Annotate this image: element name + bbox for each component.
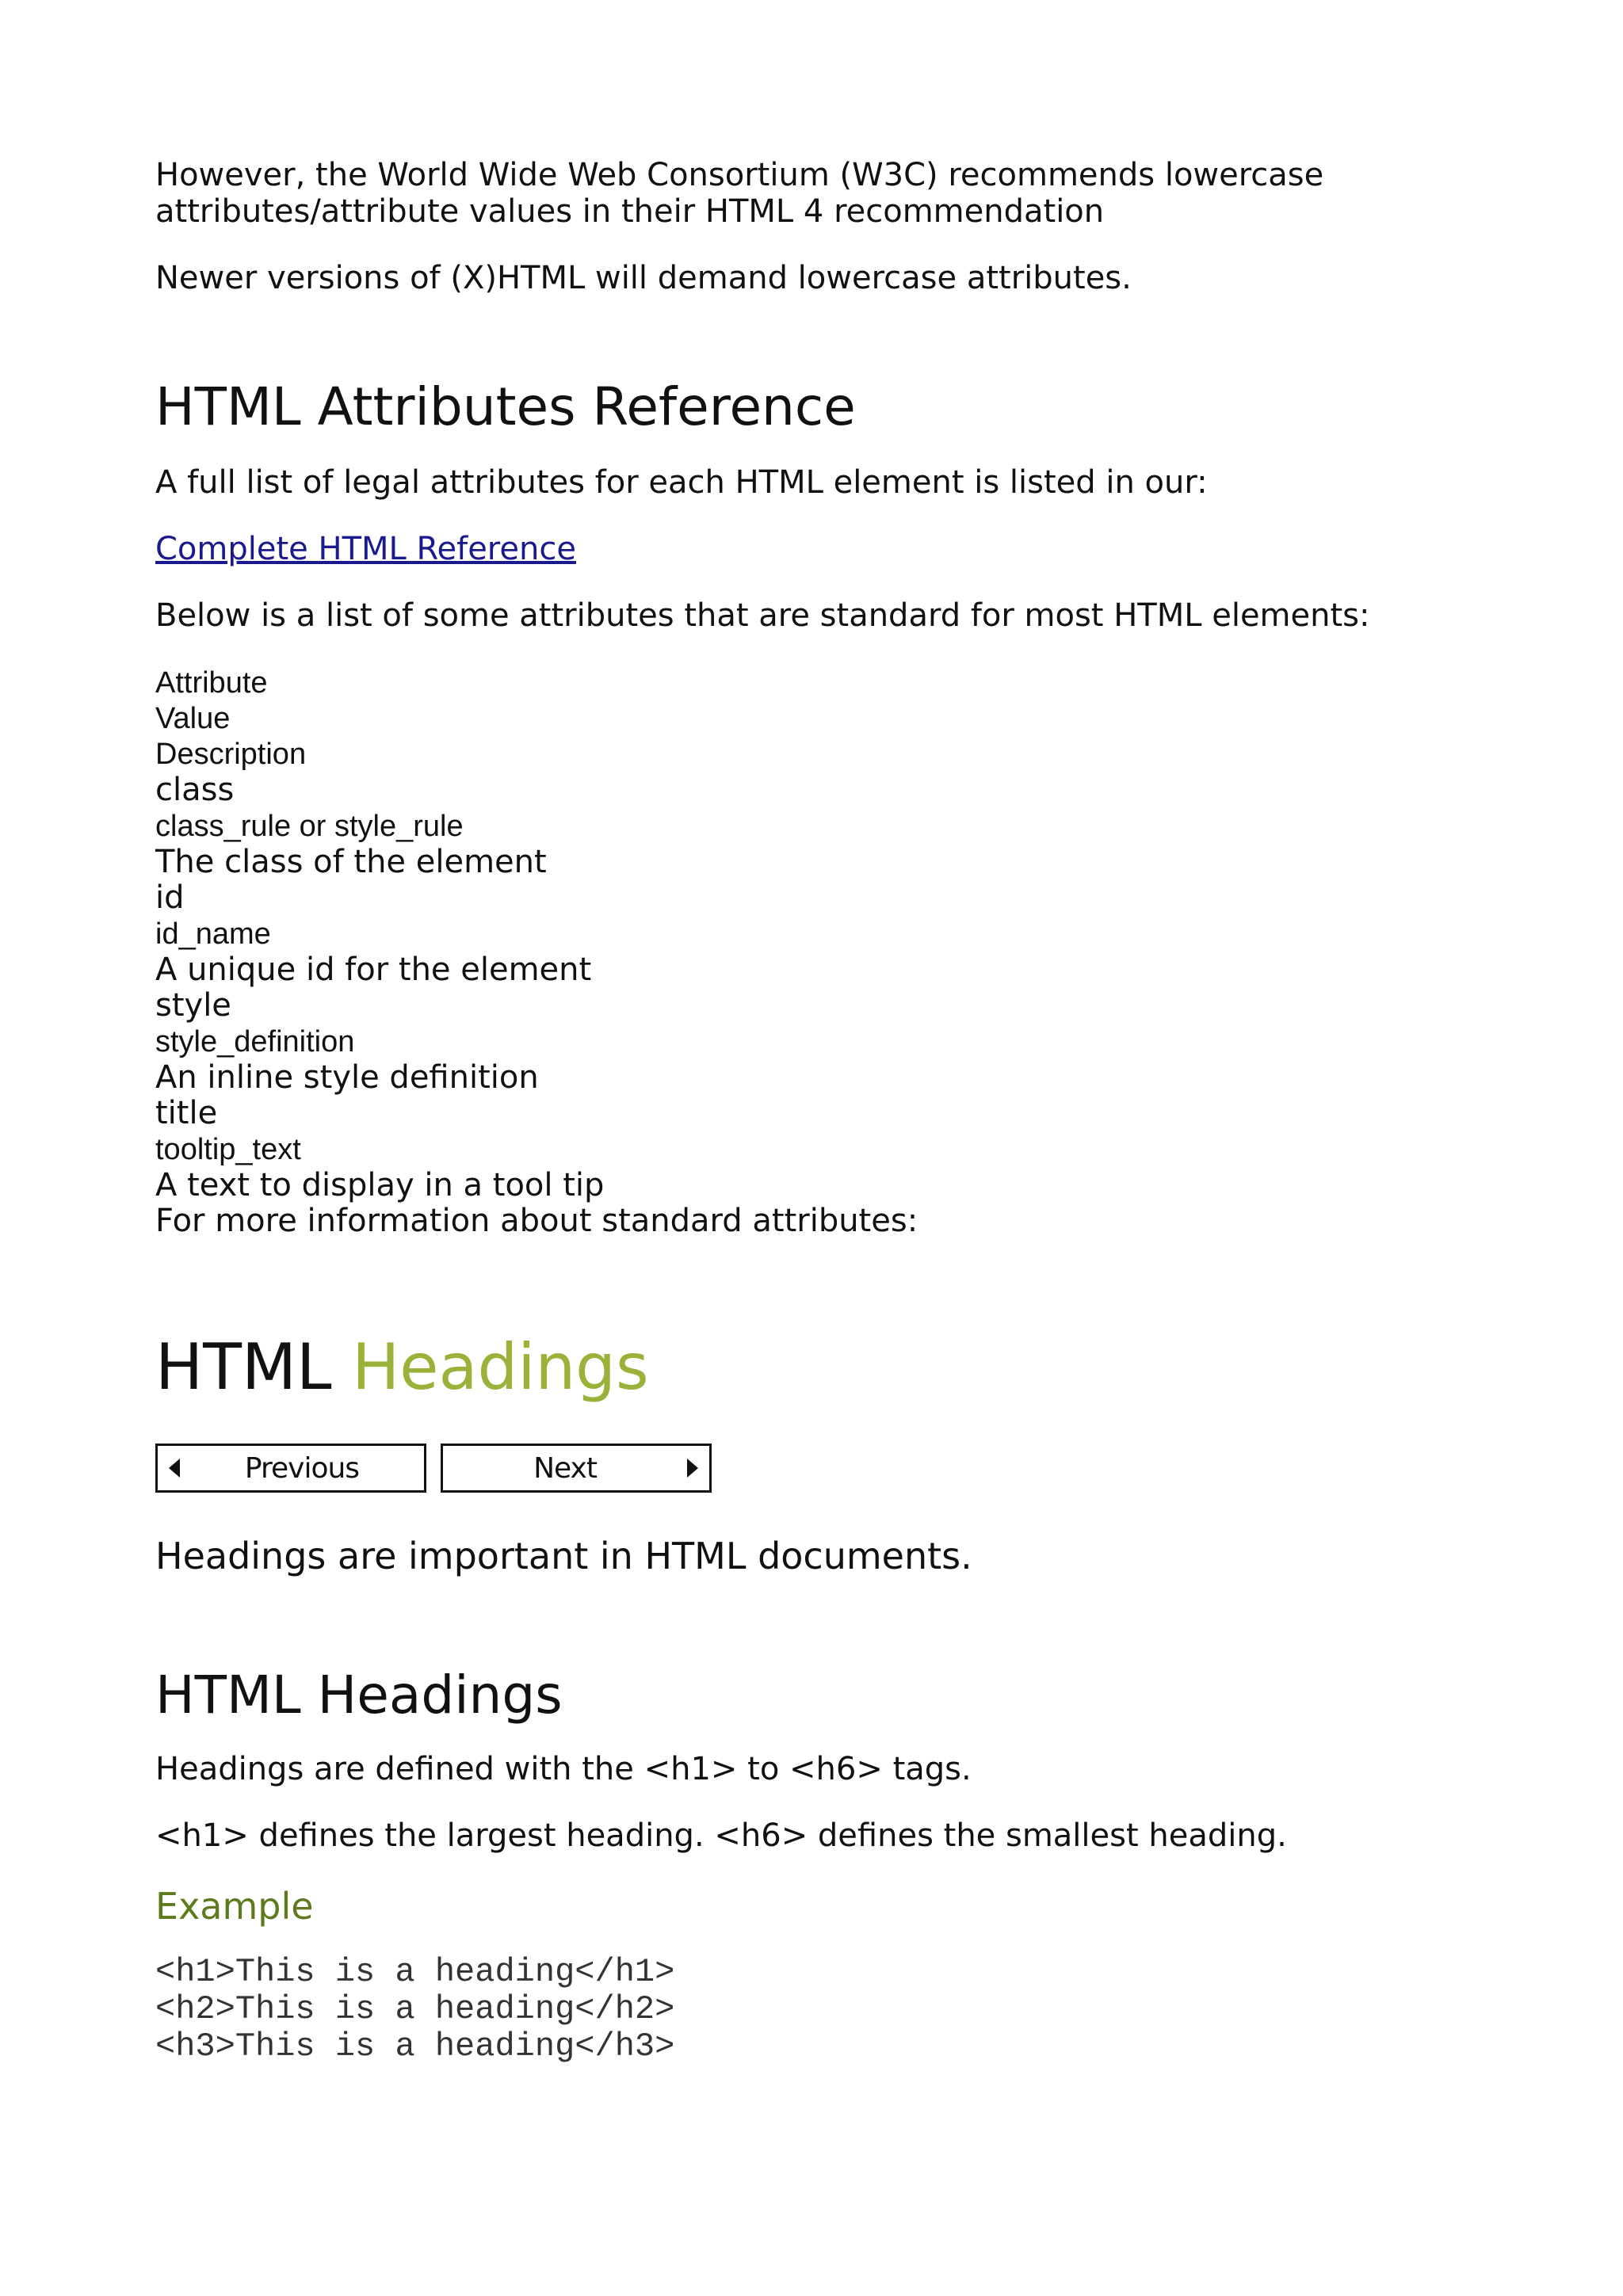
intro-line-2: attributes/attribute values in their HTML 4 recommendation <box>155 193 1105 230</box>
table-header-description: Description <box>155 738 307 771</box>
next-button[interactable] <box>441 1444 712 1493</box>
next-button-label: Next <box>533 1451 597 1485</box>
headings-section-heading: HTML Headings <box>155 1665 563 1726</box>
chapter-title <box>155 1331 649 1404</box>
code-line: <h1>This is a heading</h1> <box>155 1953 675 1991</box>
previous-button[interactable] <box>155 1444 426 1493</box>
arrow-right-icon <box>687 1459 698 1478</box>
full-list-text: A full list of legal attributes for each HTML element is listed in our: <box>155 464 1208 501</box>
table-cell-value: class_rule or style_rule <box>155 810 464 843</box>
table-cell-description: An inline style definition <box>155 1059 539 1096</box>
table-cell-description: A unique id for the element <box>155 952 592 988</box>
table-cell-attribute: style <box>155 987 231 1024</box>
table-cell-description: A text to display in a tool tip <box>155 1167 605 1203</box>
more-info-text: For more information about standard attributes: <box>155 1203 918 1239</box>
code-line: <h2>This is a heading</h2> <box>155 1990 675 2028</box>
table-header-attribute: Attribute <box>155 666 268 700</box>
table-cell-value: id_name <box>155 917 271 951</box>
chapter-title-prefix: HTML <box>155 1330 332 1404</box>
code-example <box>155 1954 674 2065</box>
arrow-left-icon <box>169 1459 180 1478</box>
complete-html-reference-link[interactable]: Complete HTML Reference <box>155 531 576 567</box>
intro-line-1: However, the World Wide Web Consortium (W3C) recommends lowercase <box>155 157 1324 193</box>
table-cell-attribute: class <box>155 772 235 808</box>
chapter-intro: Headings are important in HTML documents. <box>155 1535 972 1577</box>
table-header-value: Value <box>155 702 231 735</box>
table-cell-value: tooltip_text <box>155 1133 301 1166</box>
intro-newer: Newer versions of (X)HTML will demand lowercase attributes. <box>155 260 1132 296</box>
headings-defined-text: Headings are defined with the <h1> to <h6> tags. <box>155 1751 972 1787</box>
code-line: <h3>This is a heading</h3> <box>155 2027 675 2065</box>
table-cell-attribute: id <box>155 879 185 916</box>
example-label: Example <box>155 1885 314 1928</box>
table-cell-description: The class of the element <box>155 844 547 880</box>
chapter-title-accent: Headings <box>352 1330 649 1404</box>
headings-largest-smallest-text: <h1> defines the largest heading. <h6> defines the smallest heading. <box>155 1817 1287 1854</box>
standard-attributes-intro: Below is a list of some attributes that are standard for most HTML elements: <box>155 597 1370 634</box>
table-cell-attribute: title <box>155 1095 218 1131</box>
previous-button-label: Previous <box>244 1451 360 1485</box>
table-cell-value: style_definition <box>155 1025 355 1058</box>
attributes-reference-heading: HTML Attributes Reference <box>155 376 856 437</box>
